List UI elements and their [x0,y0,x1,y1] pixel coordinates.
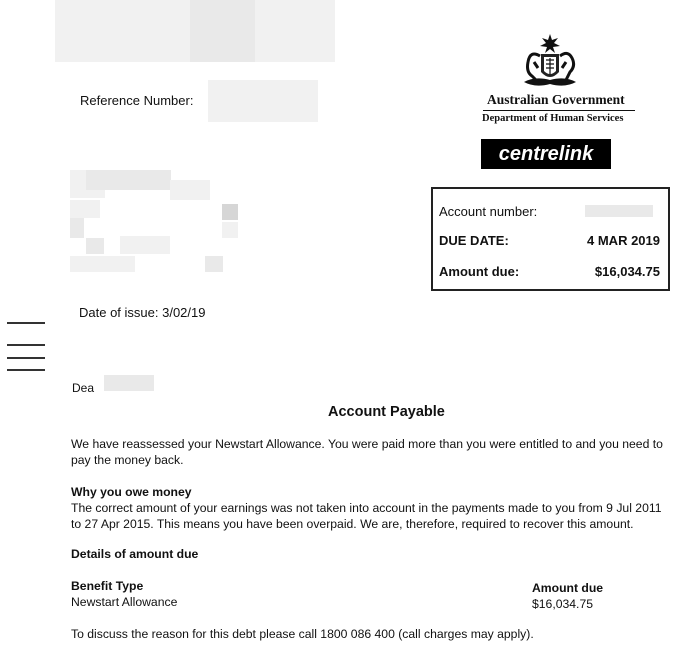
letter-title: Account Payable [328,404,445,420]
date-of-issue: Date of issue: 3/02/19 [79,305,206,320]
amount-due-header: Amount due [532,581,604,595]
amount-due-label: Amount due: [439,264,520,279]
why-heading: Why you owe money [71,485,192,499]
intro-line: pay the money back. [71,453,184,467]
coat-of-arms-icon [520,32,580,90]
margin-mark [7,344,45,346]
redacted-reference-number [208,80,318,122]
department-name: Department of Human Services [482,113,624,124]
government-title: Australian Government [487,92,625,107]
account-summary-box [431,187,670,291]
amount-due-table-value: $16,034.75 [532,597,593,611]
centrelink-logo: centrelink [481,139,611,169]
benefit-type-value: Newstart Allowance [71,595,178,609]
reference-number-label: Reference Number: [80,93,194,108]
redacted-recipient-name [104,375,154,391]
redacted-header-block [190,0,255,62]
intro-line: We have reassessed your Newstart Allowance. You were paid more than you were entitled to and you need to [71,437,663,451]
salutation: Dea [72,381,95,395]
account-number-label: Account number: [439,204,538,219]
margin-mark [7,369,45,371]
why-line: to 27 Apr 2015. This means you have been overpaid. We are, therefore, required to recover this amount. [71,517,634,531]
margin-mark [7,357,45,359]
amount-due-value: $16,034.75 [594,264,660,279]
details-heading: Details of amount due [71,547,199,561]
due-date-label: DUE DATE: [439,233,509,248]
why-line: The correct amount of your earnings was not taken into account in the payments made to you from 9 Jul 2011 [71,501,662,515]
due-date-value: 4 MAR 2019 [587,233,660,248]
benefit-type-header: Benefit Type [71,579,144,593]
redacted-account-number [585,205,653,217]
margin-mark [7,322,45,324]
redacted-header-block [255,0,335,62]
header-divider [483,110,635,111]
redacted-header-block [55,0,190,62]
discuss-line: To discuss the reason for this debt please call 1800 086 400 (call charges may apply). [71,627,534,641]
